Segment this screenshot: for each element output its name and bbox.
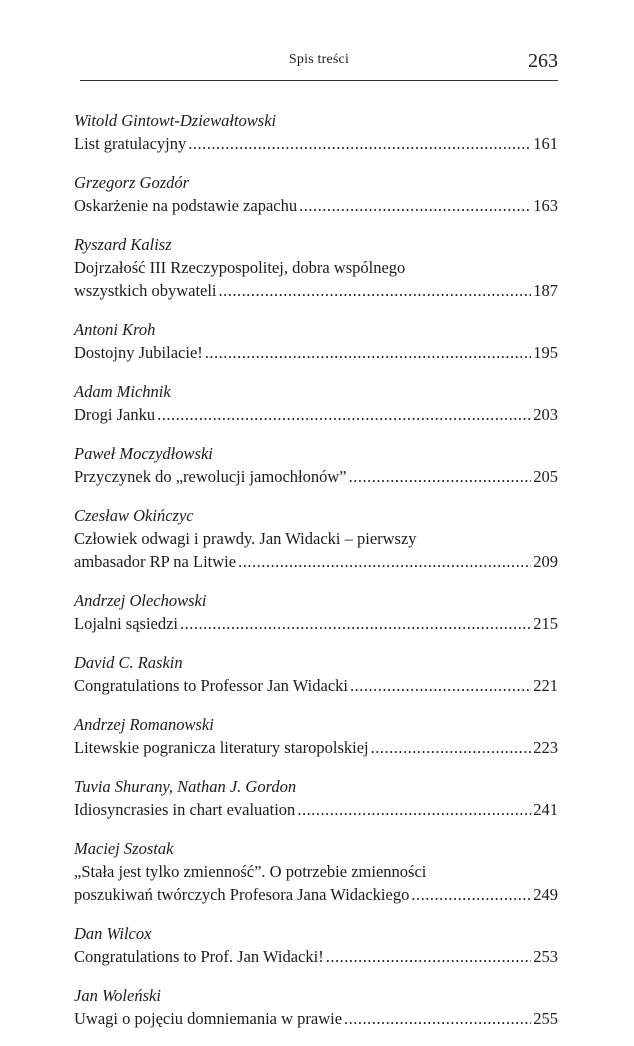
toc-entry xyxy=(74,233,558,302)
toc-entry-page-number: 163 xyxy=(533,196,558,215)
toc-entry-page-number: 205 xyxy=(533,467,558,486)
toc-entry xyxy=(74,713,558,759)
dot-leader xyxy=(205,341,531,364)
dot-leader xyxy=(344,1007,531,1030)
toc-entry-title: Oskarżenie na podstawie zapachu xyxy=(74,196,298,215)
running-header-title: Spis treści xyxy=(288,52,350,67)
header-rule xyxy=(80,80,558,81)
toc-entry-title-row xyxy=(74,674,558,697)
toc-entry-title-line: Człowiek odwagi i prawdy. Jan Widacki – pierwszy xyxy=(74,529,417,548)
toc-entry-page-number: 241 xyxy=(533,800,558,819)
toc-entry-author: Andrzej Romanowski xyxy=(74,715,214,734)
toc-entry-title-row xyxy=(74,883,558,906)
toc-entry-title: Congratulations to Prof. Jan Widacki! xyxy=(74,947,324,966)
dot-leader xyxy=(299,194,531,217)
running-header xyxy=(80,50,558,76)
toc-entry-title-row xyxy=(74,279,558,302)
toc-entry-title: List gratulacyjny xyxy=(74,134,187,153)
toc-entry-title: poszukiwań twórczych Profesora Jana Widackiego xyxy=(74,885,410,904)
toc-entry-title-row xyxy=(74,194,558,217)
toc-entry xyxy=(74,380,558,426)
toc-entry-title: ambasador RP na Litwie xyxy=(74,552,237,571)
toc-entry-author: Grzegorz Gozdór xyxy=(74,173,190,192)
toc-entry-title-row xyxy=(74,341,558,364)
toc-entry-title: Congratulations to Professor Jan Widacki xyxy=(74,676,348,695)
toc-entry xyxy=(74,504,558,573)
toc-entry xyxy=(74,837,558,906)
toc-entry-page-number: 221 xyxy=(533,676,558,695)
toc-entry-author: Andrzej Olechowski xyxy=(74,591,207,610)
toc-entry xyxy=(74,171,558,217)
toc-entry-title: Dostojny Jubilacie! xyxy=(74,343,203,362)
dot-leader xyxy=(350,674,531,697)
dot-leader xyxy=(238,550,531,573)
toc-entry-page-number: 215 xyxy=(533,614,558,633)
toc-entry-author: Czesław Okińczyc xyxy=(74,506,194,525)
toc-entry-author: Paweł Moczydłowski xyxy=(74,444,213,463)
dot-leader xyxy=(180,612,531,635)
toc-entry-page-number: 223 xyxy=(533,738,558,757)
toc-entry-author: David C. Raskin xyxy=(74,653,183,672)
toc-entry-title-row xyxy=(74,736,558,759)
table-of-contents xyxy=(74,109,558,1046)
toc-entry-page-number: 195 xyxy=(533,343,558,362)
dot-leader xyxy=(297,798,531,821)
toc-entry-title-row xyxy=(74,465,558,488)
toc-entry-title-row xyxy=(74,798,558,821)
dot-leader xyxy=(157,403,531,426)
toc-entry-title: Drogi Janku xyxy=(74,405,156,424)
toc-entry-title-row xyxy=(74,403,558,426)
toc-entry-page-number: 209 xyxy=(533,552,558,571)
dot-leader xyxy=(371,736,532,759)
dot-leader xyxy=(219,279,532,302)
toc-entry-author: Maciej Szostak xyxy=(74,839,174,858)
toc-entry xyxy=(74,922,558,968)
toc-entry-author: Dan Wilcox xyxy=(74,924,152,943)
toc-entry xyxy=(74,775,558,821)
toc-entry-page-number: 249 xyxy=(533,885,558,904)
toc-entry-title-line: Dojrzałość III Rzeczypospolitej, dobra wspólnego xyxy=(74,258,406,277)
toc-entry-title-row xyxy=(74,1007,558,1030)
toc-entry xyxy=(74,109,558,155)
dot-leader xyxy=(326,945,532,968)
page-number: 263 xyxy=(528,50,558,72)
dot-leader xyxy=(411,883,531,906)
toc-entry xyxy=(74,589,558,635)
toc-entry xyxy=(74,442,558,488)
toc-entry-author: Adam Michnik xyxy=(74,382,171,401)
toc-entry xyxy=(74,984,558,1030)
toc-entry-title-row xyxy=(74,550,558,573)
toc-entry-author: Tuvia Shurany, Nathan J. Gordon xyxy=(74,777,297,796)
toc-entry-page-number: 253 xyxy=(533,947,558,966)
toc-entry xyxy=(74,651,558,697)
toc-entry-page-number: 187 xyxy=(533,281,558,300)
toc-entry-title: Przyczynek do „rewolucji jamochłonów” xyxy=(74,467,347,486)
toc-entry-title-row xyxy=(74,612,558,635)
toc-entry-title-line: „Stała jest tylko zmienność”. O potrzebie zmienności xyxy=(74,862,427,881)
toc-entry-title-row xyxy=(74,945,558,968)
toc-entry-title: Lojalni sąsiedzi xyxy=(74,614,179,633)
toc-entry-author: Ryszard Kalisz xyxy=(74,235,172,254)
toc-entry-title: Litewskie pogranicza literatury staropolskiej xyxy=(74,738,369,757)
toc-entry-title-row xyxy=(74,132,558,155)
toc-entry-title: Idiosyncrasies in chart evaluation xyxy=(74,800,296,819)
toc-entry-page-number: 161 xyxy=(533,134,558,153)
toc-entry-title: wszystkich obywateli xyxy=(74,281,217,300)
toc-entry-page-number: 203 xyxy=(533,405,558,424)
toc-entry-title: Uwagi o pojęciu domniemania w prawie xyxy=(74,1009,343,1028)
toc-entry xyxy=(74,318,558,364)
toc-entry-author: Jan Woleński xyxy=(74,986,161,1005)
toc-entry-author: Witold Gintowt-Dziewałtowski xyxy=(74,111,277,130)
dot-leader xyxy=(188,132,531,155)
toc-entry-author: Antoni Kroh xyxy=(74,320,156,339)
toc-entry-page-number: 255 xyxy=(533,1009,558,1028)
dot-leader xyxy=(349,465,532,488)
